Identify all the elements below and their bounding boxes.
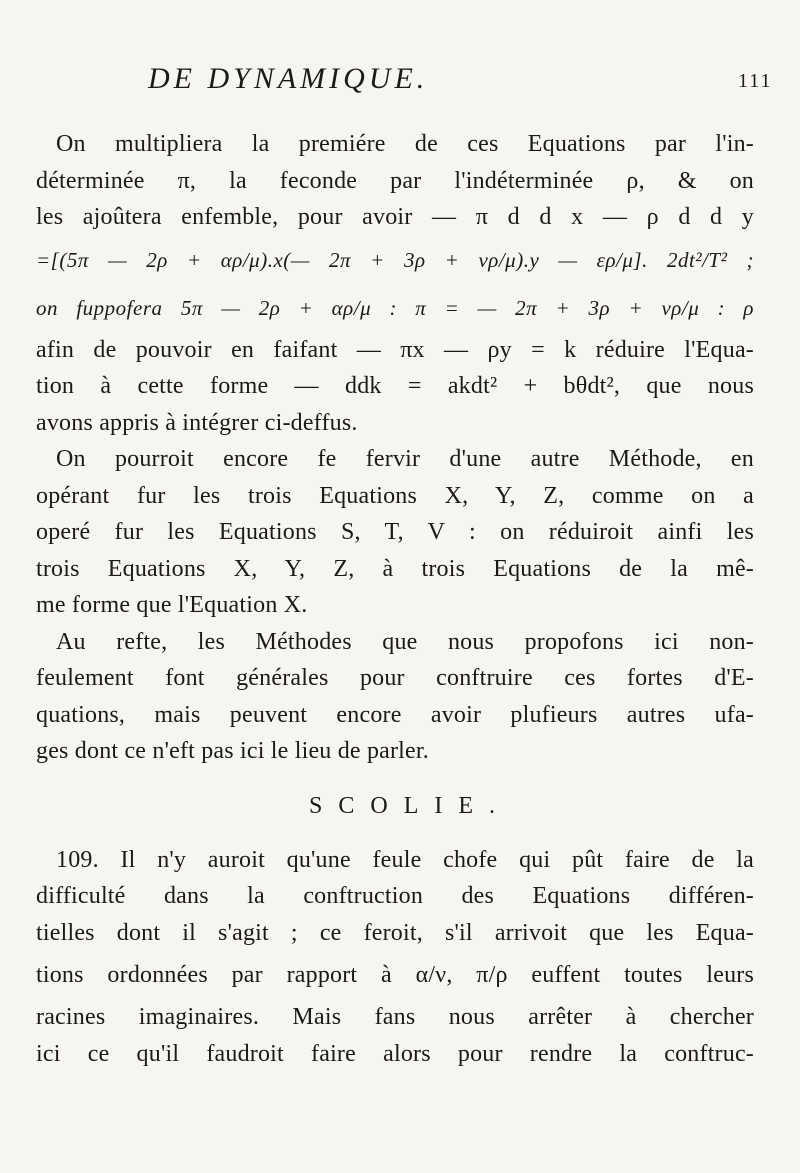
text-line: feulement font générales pour conftruire ces fortes d'E- xyxy=(36,665,754,691)
text-line: quations, mais peuvent encore avoir plufieurs autres ufa- xyxy=(36,701,754,728)
text-line: tion à cette forme — ddk = akdt² + bθdt², que nous xyxy=(36,373,754,399)
text-line: trois Equations X, Y, Z, à trois Equations de la mê- xyxy=(36,555,754,582)
equation-line: on fuppofera 5π — 2ρ + αρ/μ : π = — 2π + 3ρ + νρ/μ : ρ xyxy=(36,295,754,320)
text-line: On multipliera la premiére de ces Equations par l'in- xyxy=(56,131,754,157)
text-line: afin de pouvoir en faifant — πx — ρy = k réduire l'Equa- xyxy=(36,336,754,363)
equation-line: =[(5π — 2ρ + αρ/μ).x(— 2π + 3ρ + νρ/μ).y — ερ/μ]. 2dt²/T² ; xyxy=(36,247,754,272)
text-line: On pourroit encore fe fervir d'une autre Méthode, en xyxy=(56,446,754,472)
page-number: 111 xyxy=(738,70,773,92)
body-text xyxy=(36,126,754,1072)
text-line: déterminée π, la feconde par l'indéterminée ρ, & on xyxy=(36,167,754,194)
text-line: opérant fur les trois Equations X, Y, Z, comme on a xyxy=(36,482,754,509)
text-line: tions ordonnées par rapport à α/ν, π/ρ euffent toutes leurs xyxy=(36,962,754,988)
section-heading: SCOLIE. xyxy=(309,792,511,819)
text-line: ges dont ce n'eft pas ici le lieu de parler. xyxy=(36,738,429,764)
text-line: Au refte, les Méthodes que nous propofons ici non- xyxy=(56,628,754,655)
text-line: avons appris à intégrer ci-deffus. xyxy=(36,409,358,436)
running-title: DE DYNAMIQUE. xyxy=(148,62,429,95)
text-line: difficulté dans la conftruction des Equations différen- xyxy=(36,883,754,909)
text-line: les ajoûtera enfemble, pour avoir — π d d x — ρ d d y xyxy=(36,204,754,230)
text-line: racines imaginaires. Mais fans nous arrêter à chercher xyxy=(36,1004,754,1030)
text-line: ici ce qu'il faudroit faire alors pour rendre la conftruc- xyxy=(36,1040,754,1067)
text-line: 109. Il n'y auroit qu'une feule chofe qui pût faire de la xyxy=(56,846,754,873)
text-line: operé fur les Equations S, T, V : on réduiroit ainfi les xyxy=(36,519,754,545)
page-header xyxy=(0,62,800,102)
text-line: tielles dont il s'agit ; ce feroit, s'il arrivoit que les Equa- xyxy=(36,919,754,946)
text-line: me forme que l'Equation X. xyxy=(36,592,308,618)
